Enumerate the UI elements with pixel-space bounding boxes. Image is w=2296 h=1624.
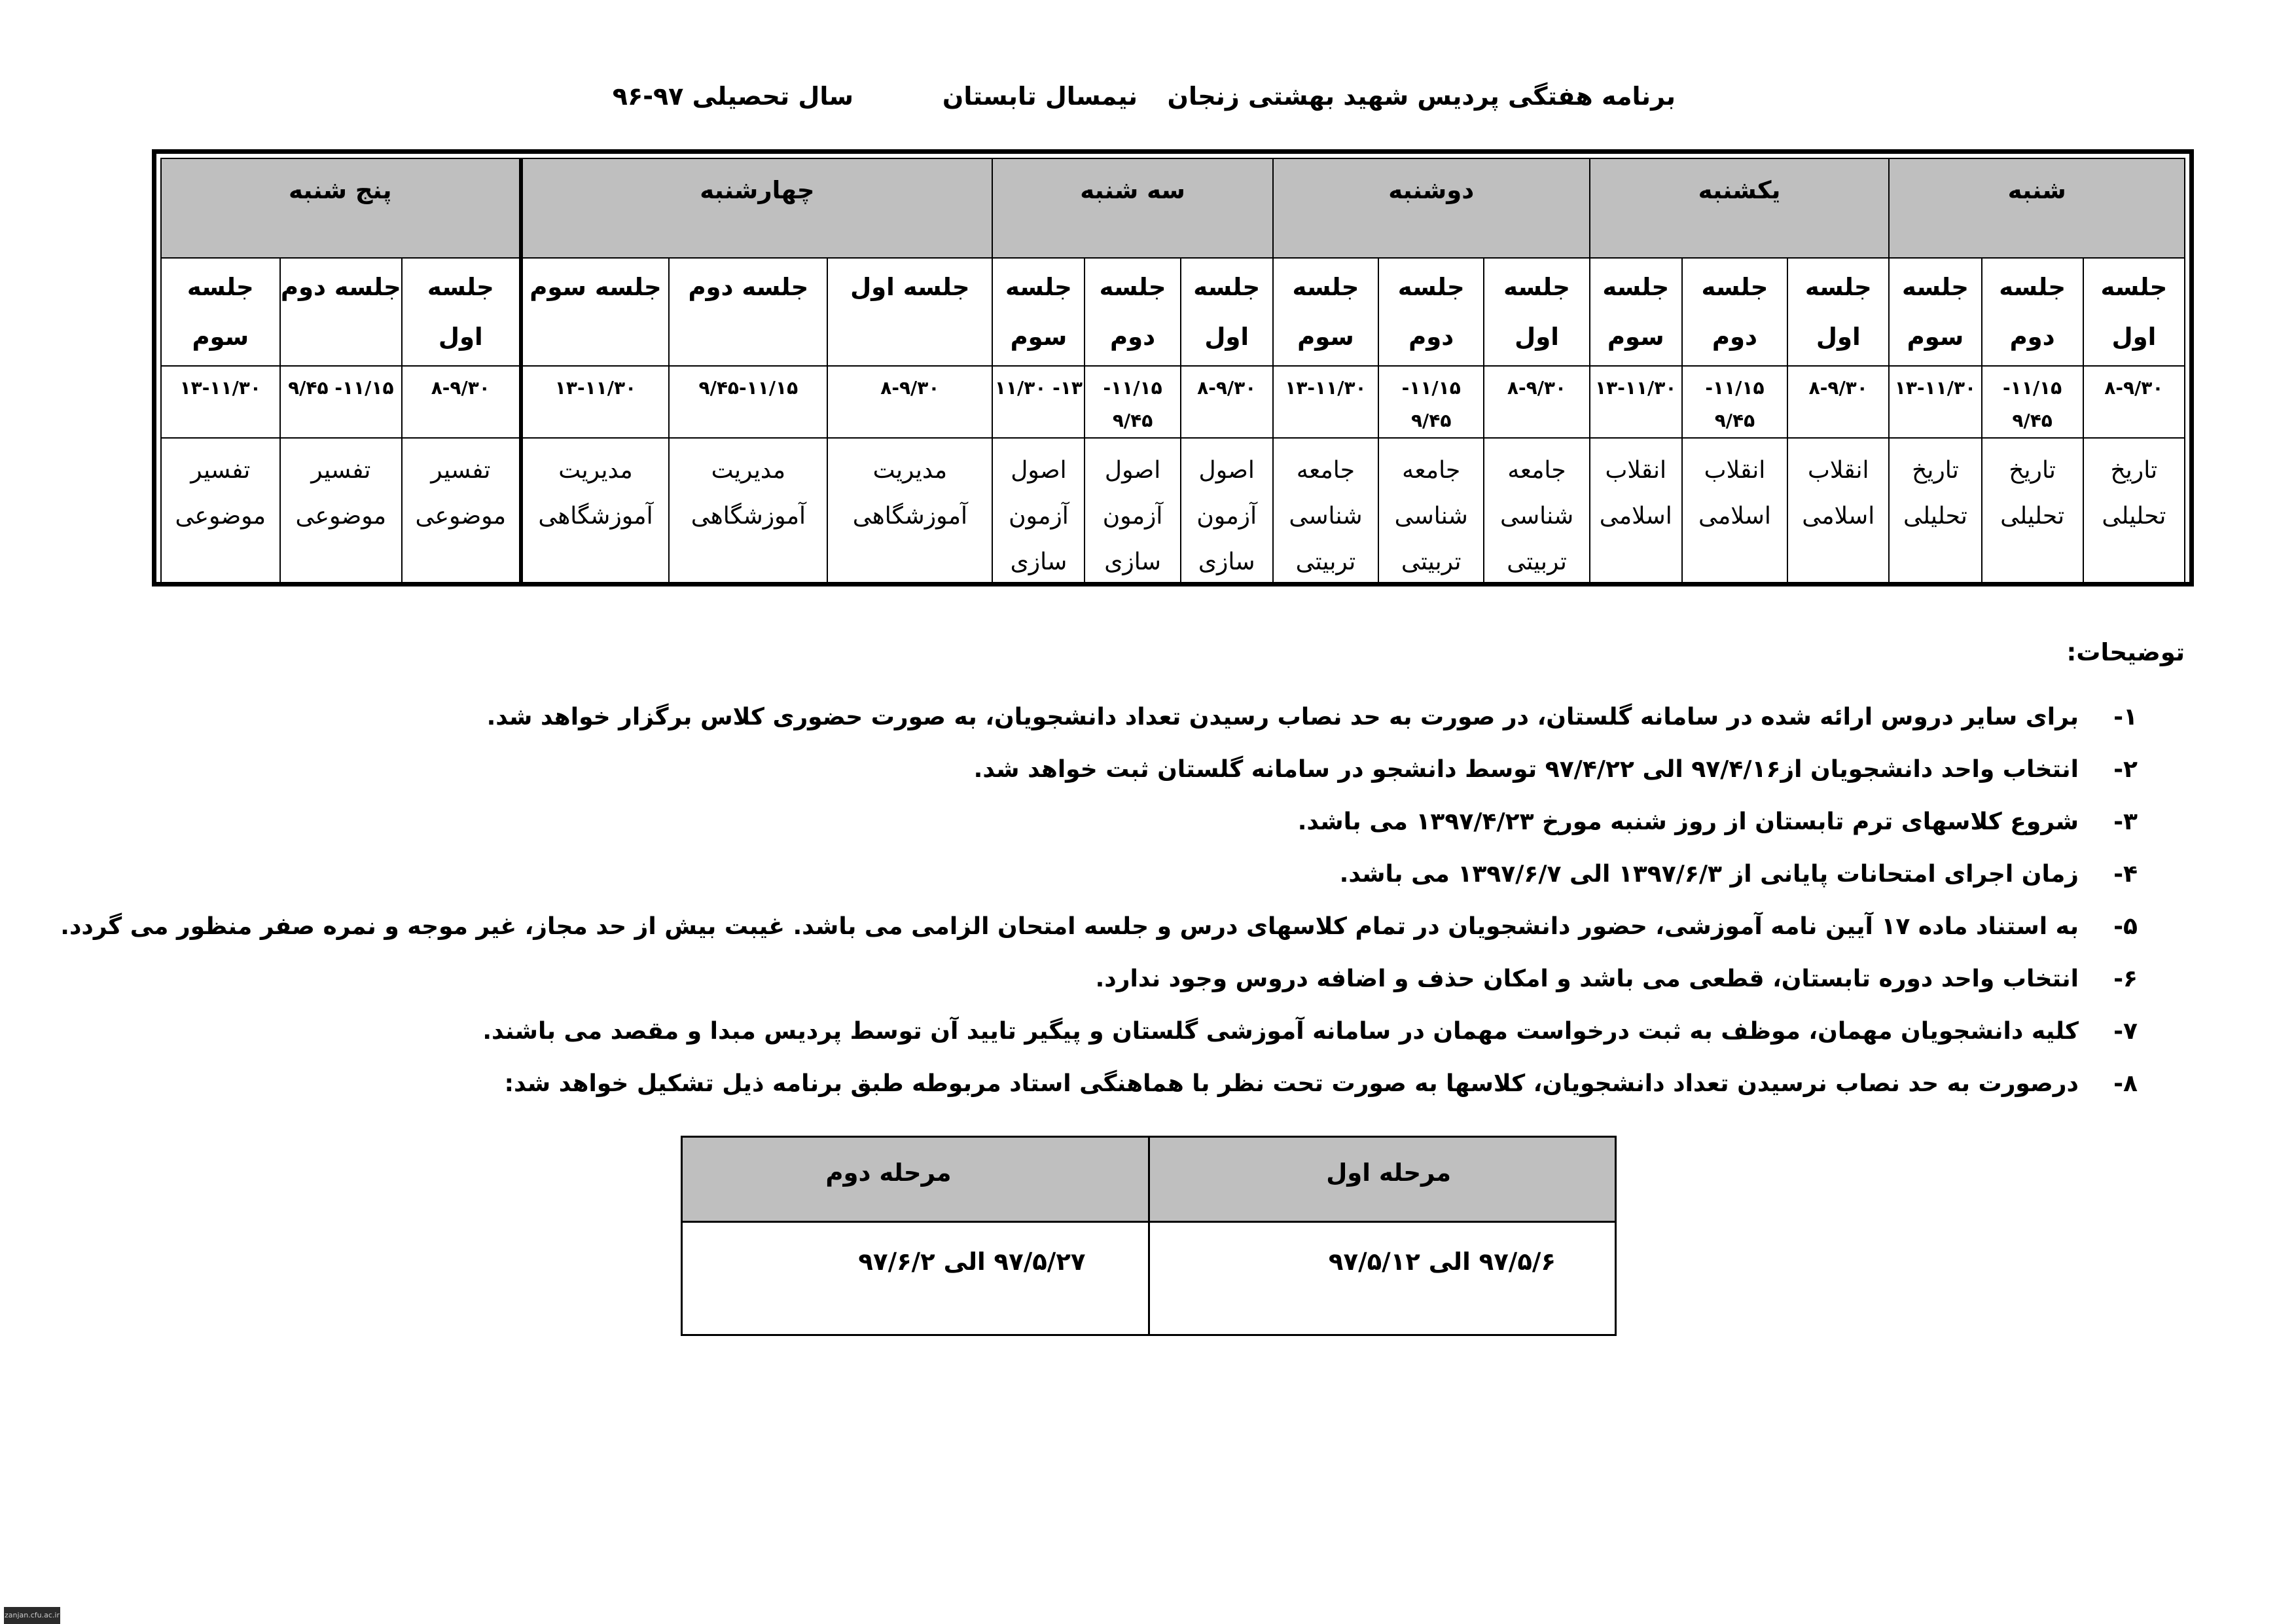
note-text: انتخاب واحد دانشجویان از۹۷/۴/۱۶ الی ۹۷/۴/۲۲ توسط دانشجو در سامانه گلستان ثبت خواهد شد. bbox=[973, 756, 2079, 783]
term-label: نیمسال تابستان bbox=[942, 82, 1138, 111]
phase-label-first: مرحله اول bbox=[1149, 1137, 1616, 1222]
session-label: جلسه دوم bbox=[280, 258, 403, 366]
course-name: تفسیر موضوعی bbox=[280, 438, 403, 586]
document-header bbox=[0, 82, 2296, 121]
phase-range-row bbox=[682, 1222, 1616, 1335]
session-time: ۱۳-۱۱/۳۰ bbox=[161, 366, 280, 438]
course-row bbox=[161, 438, 2185, 586]
note-item bbox=[60, 913, 2295, 965]
session-label: جلسه اول bbox=[2083, 258, 2185, 366]
course-name: انقلاب اسلامی bbox=[1590, 438, 1682, 586]
session-label: جلسه اول bbox=[1484, 258, 1589, 366]
session-label: جلسه سوم bbox=[1273, 258, 1378, 366]
watermark: zanjan.cfu.ac.ir bbox=[4, 1607, 60, 1624]
note-item bbox=[135, 756, 2295, 808]
day-header-saturday: شنبه bbox=[1889, 158, 2185, 258]
session-row bbox=[161, 258, 2185, 366]
course-name: تاریخ تحلیلی bbox=[1889, 438, 1981, 586]
day-header-monday: دوشنبه bbox=[1273, 158, 1590, 258]
note-number: ۶- bbox=[2113, 965, 2138, 992]
day-header-tuesday: سه شنبه bbox=[992, 158, 1272, 258]
academic-year-label: سال تحصیلی ۹۷-۹۶ bbox=[612, 82, 853, 111]
note-item bbox=[135, 1070, 2295, 1123]
session-time: ۸-۹/۳۰ bbox=[1484, 366, 1589, 438]
time-row bbox=[161, 366, 2185, 438]
weekly-schedule bbox=[152, 149, 2194, 586]
session-label: جلسه اول bbox=[1787, 258, 1889, 366]
course-name: اصول آزمون سازی bbox=[1085, 438, 1180, 586]
day-header-thursday: پنج شنبه bbox=[161, 158, 521, 258]
note-number: ۴- bbox=[2113, 861, 2138, 888]
course-name: انقلاب اسلامی bbox=[1787, 438, 1889, 586]
course-name: جامعه شناسی تربیتی bbox=[1484, 438, 1589, 586]
session-time: ۸-۹/۳۰ bbox=[2083, 366, 2185, 438]
note-item bbox=[135, 1018, 2295, 1070]
session-label: جلسه سوم bbox=[1590, 258, 1682, 366]
session-time: ۱۱/۱۵- ۹/۴۵ bbox=[280, 366, 403, 438]
note-text: انتخاب واحد دوره تابستان، قطعی می باشد و امکان حذف و اضافه دروس وجود ندارد. bbox=[1095, 965, 2079, 992]
session-time: ۱۳-۱۱/۳۰ bbox=[1273, 366, 1378, 438]
session-label: جلسه اول bbox=[827, 258, 992, 366]
day-header-sunday: یکشنبه bbox=[1590, 158, 1890, 258]
session-time: ۸-۹/۳۰ bbox=[827, 366, 992, 438]
course-name: تاریخ تحلیلی bbox=[1982, 438, 2083, 586]
course-name: انقلاب اسلامی bbox=[1682, 438, 1787, 586]
note-text: به استناد ماده ۱۷ آیین نامه آموزشی، حضور دانشجویان در تمام کلاسهای درس و جلسه امتحان الزامی می باشد. غیبت بیش از حد مجاز، غیر موجه و نمره صفر منظور می گردد. bbox=[60, 913, 2079, 940]
note-text: کلیه دانشجویان مهمان، موظف به ثبت درخواست مهمان در سامانه آموزشی گلستان و پیگیر تایید آن توسط پردیس مبدا و مقصد می باشند. bbox=[482, 1018, 2079, 1045]
session-label: جلسه دوم bbox=[1085, 258, 1180, 366]
note-item bbox=[135, 808, 2295, 861]
course-name: جامعه شناسی تربیتی bbox=[1378, 438, 1484, 586]
day-header-wednesday: چهارشنبه bbox=[521, 158, 993, 258]
session-time: ۱۳-۱۱/۳۰ bbox=[521, 366, 670, 438]
note-item bbox=[135, 965, 2295, 1018]
note-number: ۵- bbox=[2113, 913, 2138, 940]
course-name: مدیریت آموزشگاهی bbox=[827, 438, 992, 586]
note-text: درصورت به حد نصاب نرسیدن تعداد دانشجویان، کلاسها به صورت تحت نظر با هماهنگی استاد مربوطه طبق برنامه ذیل تشکیل خواهد شد: bbox=[504, 1070, 2079, 1097]
session-label: جلسه دوم bbox=[1982, 258, 2083, 366]
session-time: ۱۳-۱۱/۳۰ bbox=[1590, 366, 1682, 438]
course-name: اصول آزمون سازی bbox=[992, 438, 1085, 586]
session-label: جلسه دوم bbox=[1378, 258, 1484, 366]
course-name: تفسیر موضوعی bbox=[161, 438, 280, 586]
session-time: ۱۱/۱۵- ۹/۴۵ bbox=[1682, 366, 1787, 438]
course-name: اصول آزمون سازی bbox=[1181, 438, 1273, 586]
course-name: جامعه شناسی تربیتی bbox=[1273, 438, 1378, 586]
session-label: جلسه اول bbox=[402, 258, 520, 366]
session-time: ۱۱/۱۵- ۹/۴۵ bbox=[1982, 366, 2083, 438]
course-name: مدیریت آموزشگاهی bbox=[521, 438, 670, 586]
session-time: ۹/۴۵-۱۱/۱۵ bbox=[669, 366, 827, 438]
day-header-row bbox=[161, 158, 2185, 258]
note-number: ۳- bbox=[2113, 808, 2138, 835]
phase-label-second: مرحله دوم bbox=[682, 1137, 1149, 1222]
phase-table bbox=[681, 1136, 1617, 1336]
schedule-table bbox=[160, 158, 2185, 586]
session-time: ۱۱/۱۵- ۹/۴۵ bbox=[1378, 366, 1484, 438]
note-number: ۸- bbox=[2113, 1070, 2138, 1097]
session-label: جلسه سوم bbox=[1889, 258, 1981, 366]
session-label: جلسه سوم bbox=[521, 258, 670, 366]
note-text: برای سایر دروس ارائه شده در سامانه گلستان، در صورت به حد نصاب رسیدن تعداد دانشجویان، به صورت حضوری کلاس برگزار خواهد شد. bbox=[486, 704, 2079, 731]
session-time: ۱۱/۱۵- ۹/۴۵ bbox=[1085, 366, 1180, 438]
course-name: مدیریت آموزشگاهی bbox=[669, 438, 827, 586]
session-time: ۸-۹/۳۰ bbox=[402, 366, 520, 438]
note-number: ۷- bbox=[2113, 1018, 2138, 1045]
document-title: برنامه هفتگی پردیس شهید بهشتی زنجان bbox=[1167, 82, 1676, 111]
phase-range-first: ۹۷/۵/۶ الی ۹۷/۵/۱۲ bbox=[1149, 1222, 1616, 1335]
phase-header-row bbox=[682, 1137, 1616, 1222]
session-time: ۱۳-۱۱/۳۰ bbox=[1889, 366, 1981, 438]
note-text: زمان اجرای امتحانات پایانی از ۱۳۹۷/۶/۳ الی ۱۳۹۷/۶/۷ می باشد. bbox=[1339, 861, 2079, 888]
session-time: ۸-۹/۳۰ bbox=[1787, 366, 1889, 438]
session-label: جلسه سوم bbox=[992, 258, 1085, 366]
note-item bbox=[135, 861, 2295, 913]
note-item bbox=[135, 704, 2295, 756]
note-number: ۲- bbox=[2113, 756, 2138, 783]
session-time: ۱۳- ۱۱/۳۰ bbox=[992, 366, 1085, 438]
session-label: جلسه دوم bbox=[1682, 258, 1787, 366]
notes-title: توضیحات: bbox=[2066, 638, 2185, 666]
session-time: ۸-۹/۳۰ bbox=[1181, 366, 1273, 438]
note-number: ۱- bbox=[2113, 704, 2138, 731]
notes-list bbox=[60, 704, 2295, 1123]
course-name: تفسیر موضوعی bbox=[402, 438, 520, 586]
session-label: جلسه سوم bbox=[161, 258, 280, 366]
note-text: شروع کلاسهای ترم تابستان از روز شنبه مورخ ۱۳۹۷/۴/۲۳ می باشد. bbox=[1297, 808, 2079, 835]
session-label: جلسه دوم bbox=[669, 258, 827, 366]
phase-range-second: ۹۷/۵/۲۷ الی ۹۷/۶/۲ bbox=[682, 1222, 1149, 1335]
course-name: تاریخ تحلیلی bbox=[2083, 438, 2185, 586]
session-label: جلسه اول bbox=[1181, 258, 1273, 366]
